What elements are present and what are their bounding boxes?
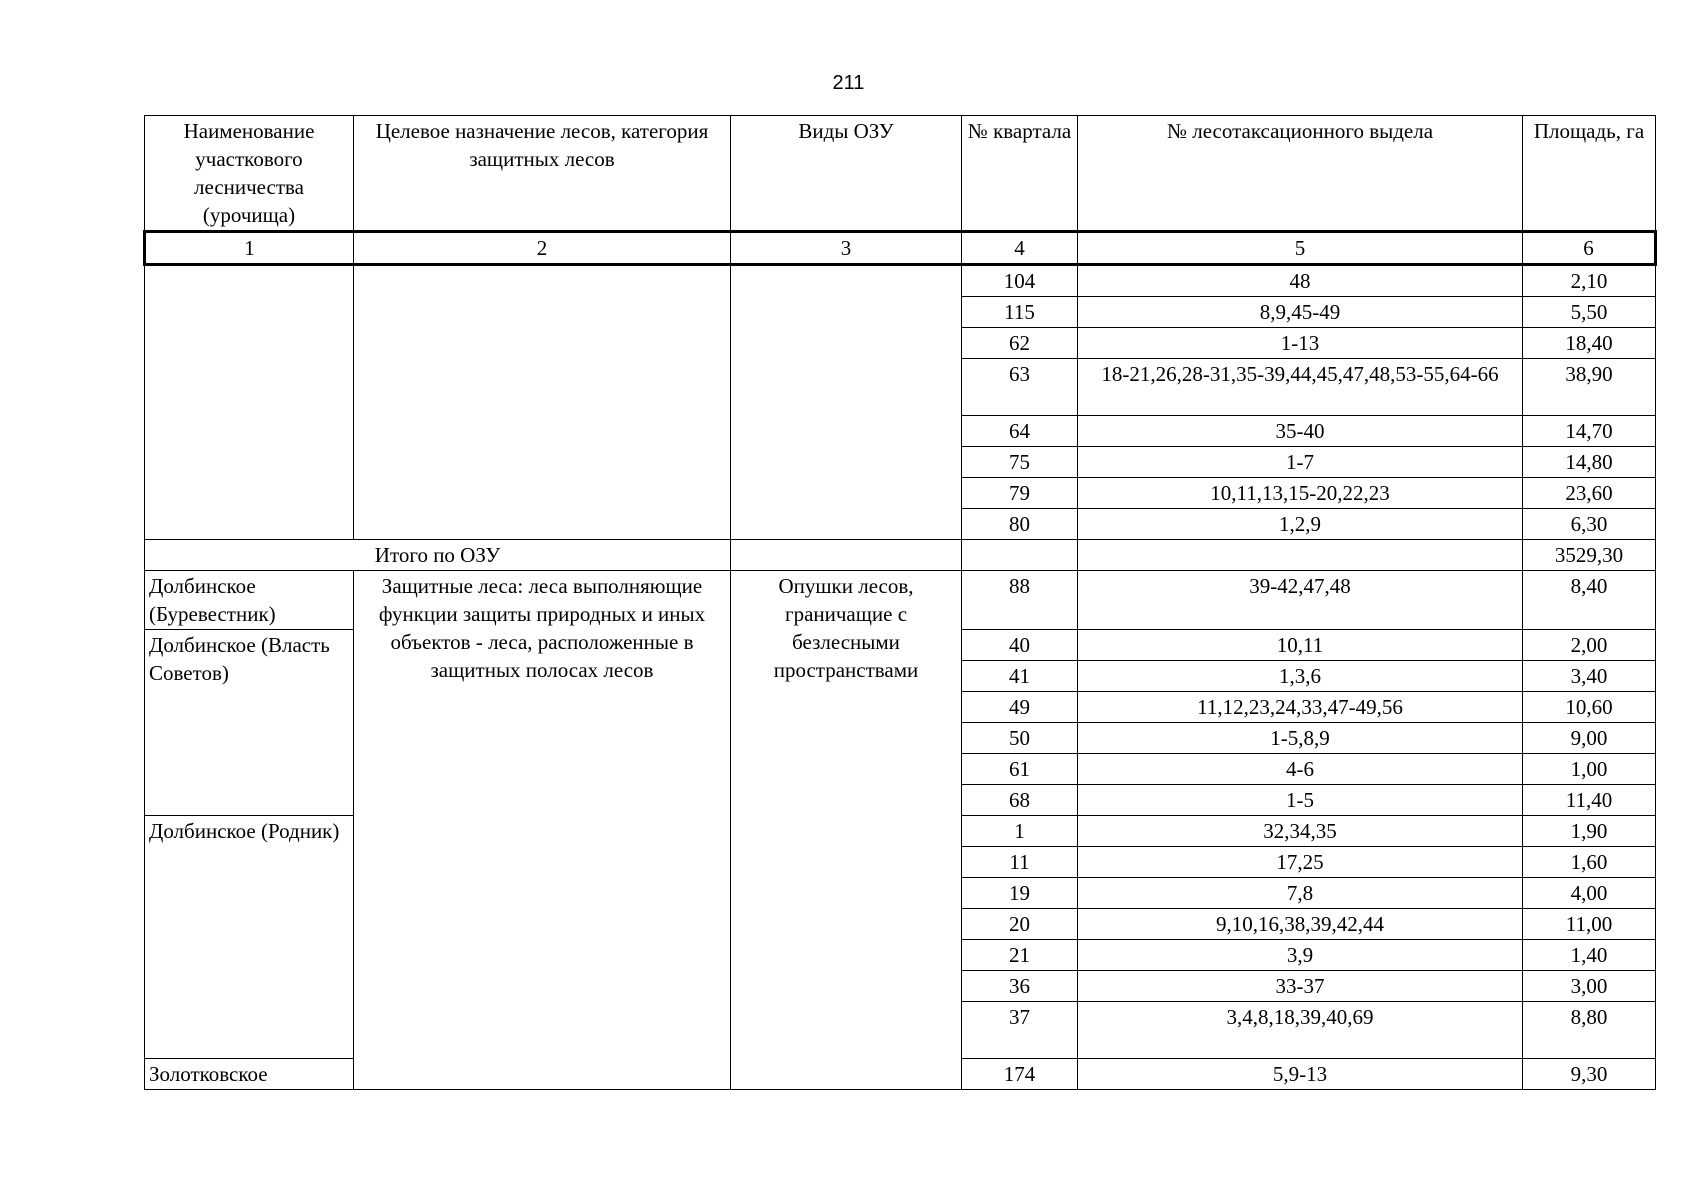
- area-cell: 11,40: [1523, 785, 1656, 816]
- quarter-cell: 64: [962, 416, 1078, 447]
- column-number: 5: [1078, 232, 1523, 265]
- column-number: 4: [962, 232, 1078, 265]
- plots-cell: 8,9,45-49: [1078, 297, 1523, 328]
- empty-cell: [1078, 540, 1523, 571]
- area-cell: 2,00: [1523, 630, 1656, 661]
- quarter-cell: 79: [962, 478, 1078, 509]
- column-number: 3: [731, 232, 962, 265]
- area-cell: 1,40: [1523, 940, 1656, 971]
- area-cell: 3,00: [1523, 971, 1656, 1002]
- quarter-cell: 174: [962, 1059, 1078, 1090]
- forestry-name: Долбинское (Буревестник): [145, 571, 354, 630]
- purpose-cell: [354, 265, 731, 540]
- area-cell: 1,90: [1523, 816, 1656, 847]
- table-row: [145, 265, 1656, 297]
- header-quarter: № квартала: [962, 116, 1078, 232]
- forestry-cell: [145, 265, 354, 540]
- quarter-cell: 61: [962, 754, 1078, 785]
- column-number: 6: [1523, 232, 1656, 265]
- quarter-cell: 115: [962, 297, 1078, 328]
- area-cell: 9,00: [1523, 723, 1656, 754]
- quarter-cell: 19: [962, 878, 1078, 909]
- header-forestry: Наименование участкового лесничества (урочища): [145, 116, 354, 232]
- plots-cell: 3,9: [1078, 940, 1523, 971]
- area-cell: 1,60: [1523, 847, 1656, 878]
- quarter-cell: 80: [962, 509, 1078, 540]
- quarter-cell: 88: [962, 571, 1078, 630]
- quarter-cell: 21: [962, 940, 1078, 971]
- area-cell: 3,40: [1523, 661, 1656, 692]
- area-cell: 1,00: [1523, 754, 1656, 785]
- plots-cell: 1-5: [1078, 785, 1523, 816]
- plots-cell: 10,11,13,15-20,22,23: [1078, 478, 1523, 509]
- plots-cell: 11,12,23,24,33,47-49,56: [1078, 692, 1523, 723]
- total-label: Итого по ОЗУ: [145, 540, 731, 571]
- plots-cell: 9,10,16,38,39,42,44: [1078, 909, 1523, 940]
- plots-cell: 17,25: [1078, 847, 1523, 878]
- plots-cell: 18-21,26,28-31,35-39,44,45,47,48,53-55,64-66: [1078, 359, 1523, 416]
- quarter-cell: 49: [962, 692, 1078, 723]
- purpose-text: Защитные леса: леса выполняющие функции защиты природных и иных объектов - леса, расположенные в защитных полосах лесов: [354, 571, 731, 1090]
- area-cell: 4,00: [1523, 878, 1656, 909]
- header-ozu-type: Виды ОЗУ: [731, 116, 962, 232]
- quarter-cell: 75: [962, 447, 1078, 478]
- area-cell: 5,50: [1523, 297, 1656, 328]
- quarter-cell: 68: [962, 785, 1078, 816]
- plots-cell: 35-40: [1078, 416, 1523, 447]
- forestry-name: Золотковское: [145, 1059, 354, 1090]
- plots-cell: 1-7: [1078, 447, 1523, 478]
- plots-cell: 33-37: [1078, 971, 1523, 1002]
- area-cell: 14,80: [1523, 447, 1656, 478]
- total-area: 3529,30: [1523, 540, 1656, 571]
- quarter-cell: 104: [962, 265, 1078, 297]
- page-number: 211: [832, 72, 865, 94]
- ozu-type-text: Опушки лесов, граничащие с безлесными пространствами: [731, 571, 962, 1090]
- area-cell: 14,70: [1523, 416, 1656, 447]
- plots-cell: 5,9-13: [1078, 1059, 1523, 1090]
- area-cell: 10,60: [1523, 692, 1656, 723]
- plots-cell: 7,8: [1078, 878, 1523, 909]
- quarter-cell: 50: [962, 723, 1078, 754]
- quarter-cell: 1: [962, 816, 1078, 847]
- area-cell: 18,40: [1523, 328, 1656, 359]
- plots-cell: 48: [1078, 265, 1523, 297]
- plots-cell: 1,3,6: [1078, 661, 1523, 692]
- forestry-name: Долбинское (Власть Советов): [145, 630, 354, 816]
- area-cell: 9,30: [1523, 1059, 1656, 1090]
- header-row: [145, 116, 1656, 232]
- area-cell: 8,80: [1523, 1002, 1656, 1059]
- column-number: 2: [354, 232, 731, 265]
- quarter-cell: 62: [962, 328, 1078, 359]
- plots-cell: 10,11: [1078, 630, 1523, 661]
- plots-cell: 39-42,47,48: [1078, 571, 1523, 630]
- column-number: 1: [145, 232, 354, 265]
- quarter-cell: 40: [962, 630, 1078, 661]
- quarter-cell: 37: [962, 1002, 1078, 1059]
- header-area: Площадь, га: [1523, 116, 1656, 232]
- forestry-name: Долбинское (Родник): [145, 816, 354, 1059]
- header-plots: № лесотаксационного выдела: [1078, 116, 1523, 232]
- plots-cell: 1-13: [1078, 328, 1523, 359]
- plots-cell: 32,34,35: [1078, 816, 1523, 847]
- header-purpose: Целевое назначение лесов, категория защитных лесов: [354, 116, 731, 232]
- total-row: [145, 540, 1656, 571]
- area-cell: 2,10: [1523, 265, 1656, 297]
- forest-table: [143, 115, 1657, 1090]
- quarter-cell: 11: [962, 847, 1078, 878]
- empty-cell: [731, 540, 962, 571]
- quarter-cell: 36: [962, 971, 1078, 1002]
- plots-cell: 3,4,8,18,39,40,69: [1078, 1002, 1523, 1059]
- area-cell: 38,90: [1523, 359, 1656, 416]
- area-cell: 11,00: [1523, 909, 1656, 940]
- ozu-type-cell: [731, 265, 962, 540]
- table-row: [145, 571, 1656, 630]
- plots-cell: 1-5,8,9: [1078, 723, 1523, 754]
- plots-cell: 1,2,9: [1078, 509, 1523, 540]
- area-cell: 23,60: [1523, 478, 1656, 509]
- area-cell: 6,30: [1523, 509, 1656, 540]
- quarter-cell: 41: [962, 661, 1078, 692]
- column-number-row: [145, 232, 1656, 265]
- empty-cell: [962, 540, 1078, 571]
- table-body: [145, 116, 1656, 1090]
- plots-cell: 4-6: [1078, 754, 1523, 785]
- quarter-cell: 63: [962, 359, 1078, 416]
- area-cell: 8,40: [1523, 571, 1656, 630]
- quarter-cell: 20: [962, 909, 1078, 940]
